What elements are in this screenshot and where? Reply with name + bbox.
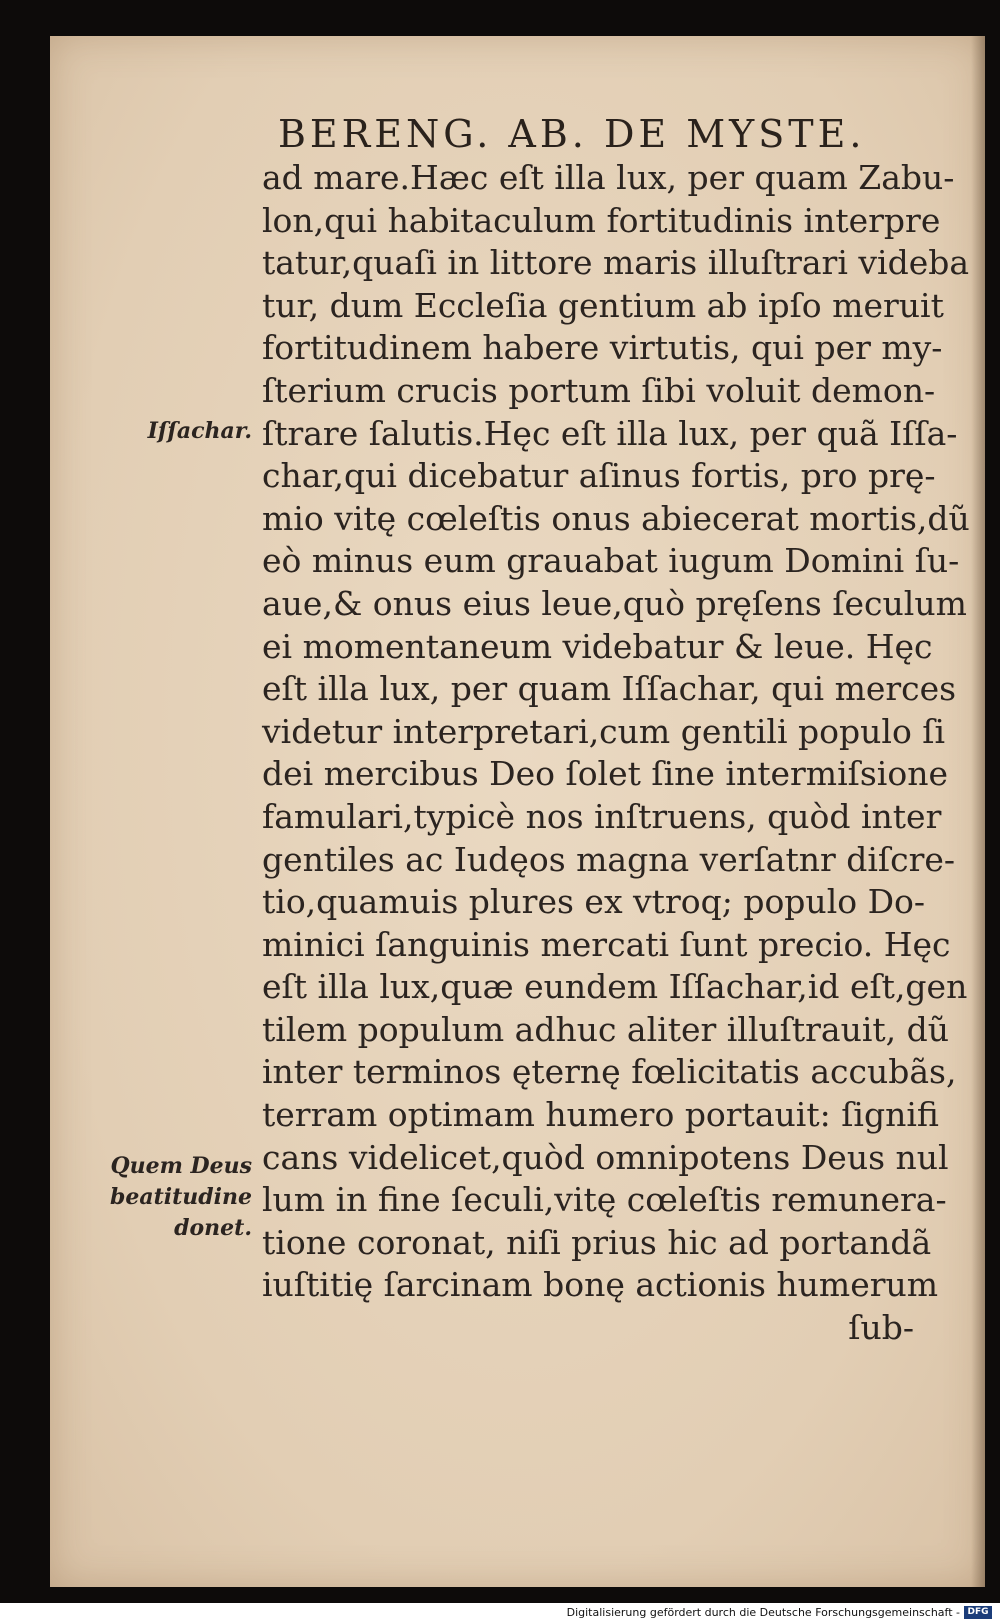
- text-line: fortitudinem habere virtutis, qui per my-: [262, 328, 943, 368]
- text-line: gentiles ac Iudęos magna verſatnr diſcre-: [262, 839, 956, 879]
- dfg-logo: DFG: [964, 1606, 992, 1619]
- text-line: iuſtitię ſarcinam bonę actionis humerum: [262, 1265, 939, 1305]
- running-header: BERENG. AB. DE MYSTE.: [278, 112, 866, 156]
- page-edge-shadow: [971, 36, 985, 1587]
- text-line: minici ſanguinis mercati ſunt precio. Hęc: [262, 924, 951, 964]
- text-line: lon,qui habitaculum fortitudinis interpre: [262, 200, 941, 240]
- text-line: ad mare.Hæc eſt illa lux, per quam Zabu-: [262, 158, 955, 197]
- text-line: aue,& onus eius leue,quò pręſens ſeculum: [262, 583, 967, 623]
- text-line: tur, dum Eccleſia gentium ab ipſo meruit: [262, 285, 944, 325]
- text-line: cans videlicet,quòd omnipotens Deus nul: [262, 1137, 949, 1177]
- text-line: ſtrare ſalutis.Hęc eſt illa lux, per quã Iſſa-: [262, 413, 958, 453]
- text-line: dei mercibus Deo ſolet ſine intermiſsione: [262, 754, 949, 794]
- catchword: ſub-: [848, 1308, 914, 1348]
- footer-credit-text: Digitalisierung gefördert durch die Deutsche Forschungsgemeinschaft -: [566, 1606, 960, 1619]
- marginal-note-line: beatitudine: [109, 1184, 252, 1210]
- text-line: terram optimam humero portauit: ſignifi: [262, 1095, 939, 1135]
- marginal-note-quem-deus: [100, 1151, 252, 1244]
- text-line: ei momentaneum videbatur & leue. Hęc: [262, 626, 933, 666]
- text-line: tilem populum adhuc aliter illuſtrauit, dũ: [262, 1009, 950, 1049]
- text-line: mio vitę cœleſtis onus abiecerat mortis,dũ: [262, 498, 970, 538]
- text-line: tione coronat, niſi prius hic ad portandã: [262, 1222, 932, 1262]
- text-line: eſt illa lux, per quam Iſſachar, qui merces: [262, 669, 957, 709]
- digitization-footer: [0, 1603, 1000, 1623]
- text-line: tatur,quaſi in littore maris illuſtrari videba: [262, 243, 970, 283]
- text-line: videtur interpretari,cum gentili populo ſi: [262, 711, 946, 751]
- text-line: char,qui dicebatur aſinus fortis, pro prę-: [262, 456, 936, 496]
- text-line: eò minus eum grauabat iugum Domini ſu-: [262, 541, 960, 581]
- text-line: ſterium crucis portum ſibi voluit demon-: [262, 370, 936, 410]
- marginal-note-line: Quem Deus: [110, 1153, 252, 1179]
- main-text: [262, 157, 970, 1350]
- text-line: inter terminos ęternę fœlicitatis accubãs,: [262, 1052, 957, 1092]
- text-line: lum in fine ſeculi,vitę cœleſtis remunera-: [262, 1180, 947, 1220]
- marginal-note-line: donet.: [174, 1215, 252, 1241]
- text-line: tio,quamuis plures ex vtroq; populo Do-: [262, 882, 926, 922]
- marginal-note-issachar: Iſſachar.: [147, 418, 252, 444]
- text-line: famulari,typicè nos inſtruens, quòd inter: [262, 796, 942, 836]
- text-line: eſt illa lux,quæ eundem Iſſachar,id eſt,gen: [262, 967, 968, 1007]
